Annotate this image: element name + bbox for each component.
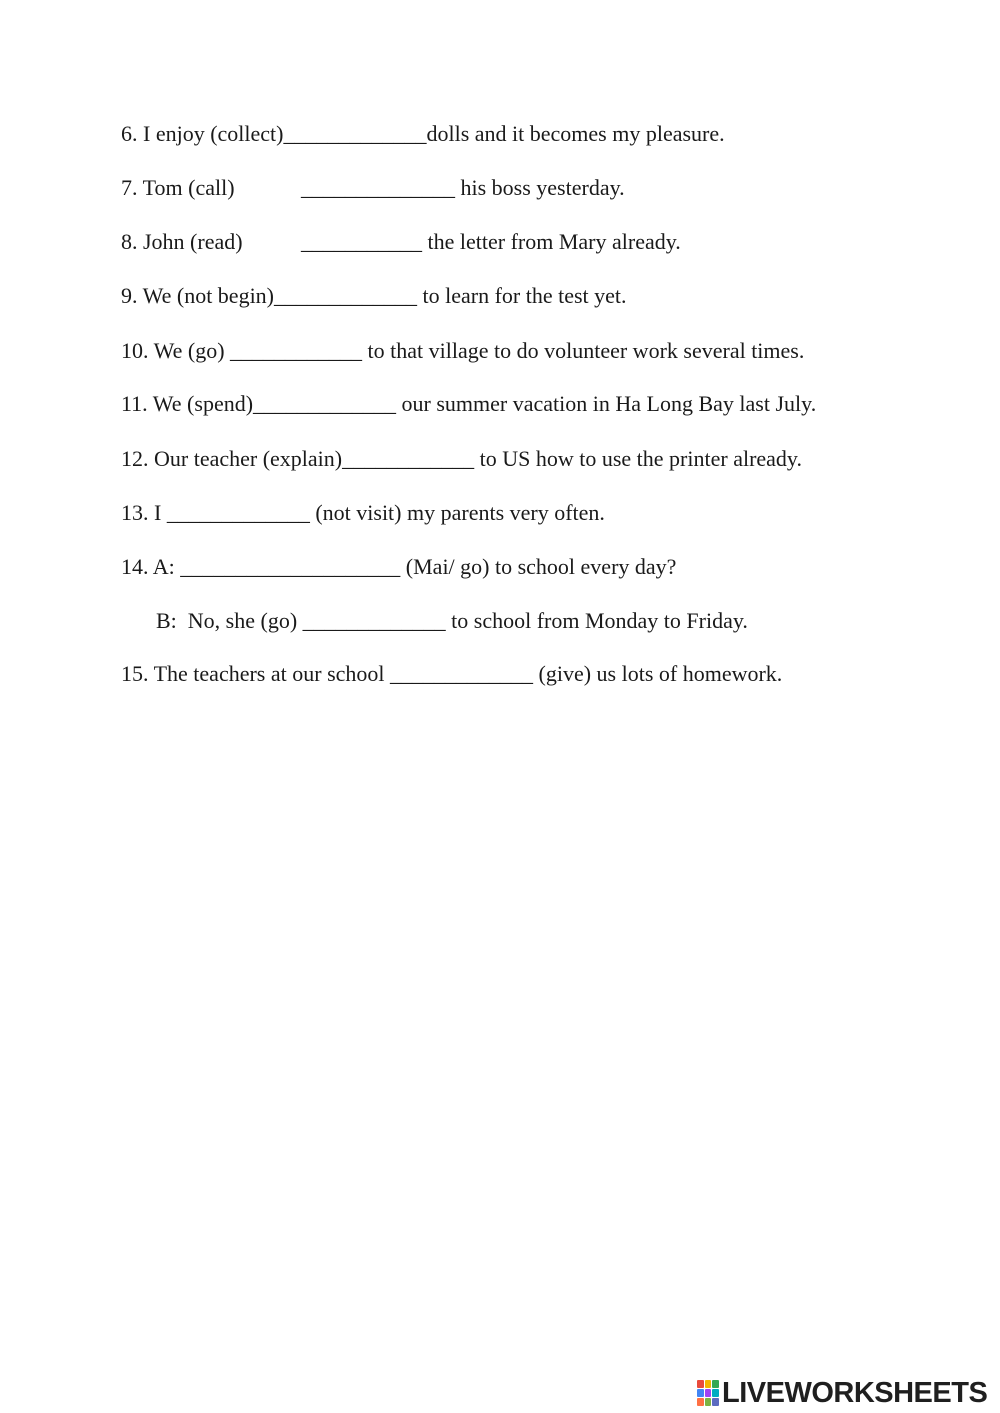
logo-tile bbox=[697, 1389, 704, 1397]
question-7-rest: ______________ his boss yesterday. bbox=[301, 175, 625, 200]
question-9: 9. We (not begin)_____________ to learn for the test yet. bbox=[121, 283, 627, 308]
logo-tile bbox=[697, 1398, 704, 1406]
question-10: 10. We (go) ____________ to that village to do volunteer work several times. bbox=[121, 338, 805, 363]
logo-tile bbox=[705, 1389, 712, 1397]
question-6: 6. I enjoy (collect)_____________dolls and it becomes my pleasure. bbox=[121, 121, 725, 146]
question-14-a: 14. A: ____________________ (Mai/ go) to school every day? bbox=[121, 554, 677, 579]
logo-tile bbox=[712, 1398, 719, 1406]
question-7-prompt: 7. Tom (call) bbox=[121, 175, 235, 200]
logo-tile bbox=[705, 1380, 712, 1388]
logo-tile bbox=[712, 1380, 719, 1388]
logo-text: LIVEWORKSHEETS bbox=[722, 1376, 988, 1409]
logo-tile bbox=[705, 1398, 712, 1406]
question-8-rest: ___________ the letter from Mary already. bbox=[301, 229, 681, 254]
question-15: 15. The teachers at our school _____________ (give) us lots of homework. bbox=[121, 661, 783, 686]
question-14-b: B: No, she (go) _____________ to school from Monday to Friday. bbox=[156, 608, 748, 633]
question-13: 13. I _____________ (not visit) my parents very often. bbox=[121, 500, 605, 525]
question-8-prompt: 8. John (read) bbox=[121, 229, 243, 254]
logo-tile bbox=[697, 1380, 704, 1388]
question-11: 11. We (spend)_____________ our summer vacation in Ha Long Bay last July. bbox=[121, 391, 817, 416]
liveworksheets-logo bbox=[697, 1378, 987, 1408]
liveworksheets-logo-icon bbox=[697, 1380, 719, 1406]
logo-tile bbox=[712, 1389, 719, 1397]
question-12: 12. Our teacher (explain)____________ to US how to use the printer already. bbox=[121, 446, 803, 471]
